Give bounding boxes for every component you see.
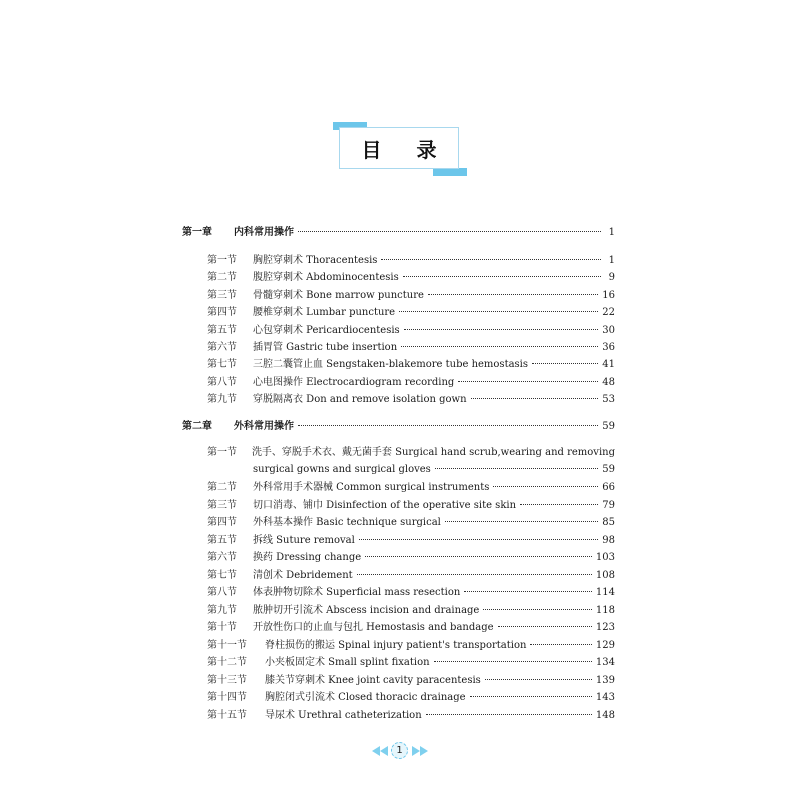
section-entry[interactable] bbox=[207, 446, 615, 460]
section-title: 腰椎穿刺术 Lumbar puncture bbox=[253, 307, 396, 318]
left-arrow-icon bbox=[380, 746, 388, 756]
section-entry-continuation[interactable] bbox=[253, 463, 615, 477]
section-entry[interactable] bbox=[207, 551, 615, 565]
section-number: 第十五节 bbox=[207, 710, 247, 721]
dot-leader bbox=[445, 520, 598, 522]
page-ref: 1 bbox=[608, 255, 615, 266]
dot-leader bbox=[426, 713, 592, 715]
section-entry[interactable] bbox=[207, 586, 615, 600]
section-title: 膝关节穿刺术 Knee joint cavity paracentesis bbox=[265, 675, 481, 686]
dot-leader bbox=[493, 485, 598, 487]
page-ref: 114 bbox=[595, 587, 615, 598]
section-title: surgical gowns and surgical gloves bbox=[253, 464, 431, 475]
page-ref: 36 bbox=[602, 342, 615, 353]
page-ref: 108 bbox=[595, 570, 615, 581]
dot-leader bbox=[428, 293, 598, 295]
section-number: 第二节 bbox=[207, 482, 237, 493]
page-ref: 129 bbox=[595, 640, 615, 651]
section-entry[interactable] bbox=[207, 499, 615, 513]
section-title: 脊柱损伤的搬运 Spinal injury patient's transportation bbox=[265, 640, 527, 651]
dot-leader bbox=[532, 362, 598, 364]
section-entry[interactable] bbox=[207, 516, 615, 530]
section-entry[interactable] bbox=[207, 306, 615, 320]
section-entry[interactable] bbox=[207, 324, 615, 338]
section-title: 体表肿物切除术 Superficial mass resection bbox=[253, 587, 461, 598]
chapter-number: 第二章 bbox=[182, 421, 212, 432]
section-number: 第八节 bbox=[207, 377, 237, 388]
page-ref: 1 bbox=[608, 227, 615, 238]
section-number: 第十节 bbox=[207, 622, 237, 633]
section-number: 第十四节 bbox=[207, 692, 247, 703]
page-ref: 22 bbox=[602, 307, 615, 318]
section-number: 第八节 bbox=[207, 587, 237, 598]
section-title: 骨髓穿刺术 Bone marrow puncture bbox=[253, 290, 424, 301]
section-entry[interactable] bbox=[207, 358, 615, 372]
section-title: 外科常用手术器械 Common surgical instruments bbox=[253, 482, 490, 493]
section-entry[interactable] bbox=[207, 604, 615, 618]
section-title: 小夹板固定术 Small splint fixation bbox=[265, 657, 430, 668]
section-number: 第五节 bbox=[207, 325, 237, 336]
page-ref: 139 bbox=[595, 675, 615, 686]
section-entry[interactable] bbox=[207, 674, 615, 688]
page-ref: 148 bbox=[595, 710, 615, 721]
title-accent-stripe-bottom bbox=[433, 168, 467, 176]
section-number: 第五节 bbox=[207, 535, 237, 546]
section-title: 脓肿切开引流术 Abscess incision and drainage bbox=[253, 605, 480, 616]
section-entry[interactable] bbox=[207, 691, 615, 705]
page-ref: 30 bbox=[602, 325, 615, 336]
section-entry[interactable] bbox=[207, 341, 615, 355]
section-entry[interactable] bbox=[207, 656, 615, 670]
page-ref: 103 bbox=[595, 552, 615, 563]
section-title: 胸腔穿刺术 Thoracentesis bbox=[253, 255, 378, 266]
dot-leader bbox=[530, 643, 592, 645]
page-ref: 134 bbox=[595, 657, 615, 668]
toc-title-badge bbox=[333, 122, 467, 176]
section-entry[interactable] bbox=[207, 569, 615, 583]
dot-leader bbox=[520, 503, 598, 505]
chapter-number: 第一章 bbox=[182, 227, 212, 238]
section-title: 洗手、穿脱手术衣、戴无菌手套 Surgical hand scrub,wearing and removing bbox=[251, 447, 615, 458]
section-entry[interactable] bbox=[207, 289, 615, 303]
section-number: 第十二节 bbox=[207, 657, 247, 668]
page-ref: 66 bbox=[602, 482, 615, 493]
left-arrow-icon bbox=[372, 746, 380, 756]
section-title: 胸腔闭式引流术 Closed thoracic drainage bbox=[265, 692, 466, 703]
section-number: 第三节 bbox=[207, 500, 237, 511]
dot-leader bbox=[357, 573, 592, 575]
page-ref: 41 bbox=[602, 359, 615, 370]
dot-leader bbox=[434, 660, 592, 662]
dot-leader bbox=[403, 275, 601, 277]
page-ref: 123 bbox=[595, 622, 615, 633]
page-ref: 59 bbox=[602, 421, 615, 432]
dot-leader bbox=[401, 345, 598, 347]
dot-leader bbox=[458, 380, 598, 382]
section-title: 外科基本操作 Basic technique surgical bbox=[253, 517, 441, 528]
page-ref: 53 bbox=[602, 394, 615, 405]
section-number: 第三节 bbox=[207, 290, 237, 301]
page-ref: 16 bbox=[602, 290, 615, 301]
page-ref: 9 bbox=[608, 272, 615, 283]
section-title: 换药 Dressing change bbox=[253, 552, 362, 563]
section-title: 拆线 Suture removal bbox=[253, 535, 355, 546]
section-entry[interactable] bbox=[207, 254, 615, 268]
dot-leader bbox=[298, 424, 598, 426]
section-number: 第四节 bbox=[207, 517, 237, 528]
right-arrow-icon bbox=[420, 746, 428, 756]
chapter-entry[interactable] bbox=[182, 226, 615, 240]
dot-leader bbox=[381, 258, 601, 260]
page-ref: 98 bbox=[602, 535, 615, 546]
section-number: 第四节 bbox=[207, 307, 237, 318]
dot-leader bbox=[359, 538, 598, 540]
dot-leader bbox=[485, 678, 592, 680]
section-title: 穿脱隔离衣 Don and remove isolation gown bbox=[253, 394, 467, 405]
section-entry[interactable] bbox=[207, 621, 615, 635]
page-ref: 85 bbox=[602, 517, 615, 528]
section-number: 第二节 bbox=[207, 272, 237, 283]
chapter-title: 外科常用操作 bbox=[234, 421, 294, 432]
section-entry[interactable] bbox=[207, 393, 615, 407]
page-number: 1 bbox=[391, 742, 408, 759]
page-ref: 143 bbox=[595, 692, 615, 703]
page-ref: 79 bbox=[602, 500, 615, 511]
section-title: 切口消毒、铺巾 Disinfection of the operative site skin bbox=[253, 500, 517, 511]
section-number: 第十一节 bbox=[207, 640, 247, 651]
section-title: 插胃管 Gastric tube insertion bbox=[253, 342, 398, 353]
dot-leader bbox=[399, 310, 598, 312]
dot-leader bbox=[483, 608, 592, 610]
page-ref: 118 bbox=[595, 605, 615, 616]
section-number: 第一节 bbox=[207, 255, 237, 266]
section-number: 第一节 bbox=[207, 447, 237, 458]
section-number: 第九节 bbox=[207, 605, 237, 616]
section-title: 导尿术 Urethral catheterization bbox=[265, 710, 422, 721]
section-entry[interactable] bbox=[207, 639, 615, 653]
dot-leader bbox=[435, 467, 598, 469]
dot-leader bbox=[298, 230, 601, 232]
section-number: 第七节 bbox=[207, 570, 237, 581]
page-ref: 48 bbox=[602, 377, 615, 388]
section-number: 第十三节 bbox=[207, 675, 247, 686]
section-number: 第六节 bbox=[207, 552, 237, 563]
page-ref: 59 bbox=[602, 464, 615, 475]
section-number: 第七节 bbox=[207, 359, 237, 370]
dot-leader bbox=[404, 328, 599, 330]
section-title: 心电图操作 Electrocardiogram recording bbox=[253, 377, 455, 388]
dot-leader bbox=[471, 397, 599, 399]
section-entry[interactable] bbox=[207, 481, 615, 495]
section-number: 第六节 bbox=[207, 342, 237, 353]
dot-leader bbox=[498, 625, 592, 627]
section-entry[interactable] bbox=[207, 709, 615, 723]
dot-leader bbox=[470, 695, 592, 697]
section-number: 第九节 bbox=[207, 394, 237, 405]
section-title: 清创术 Debridement bbox=[253, 570, 353, 581]
dot-leader bbox=[365, 555, 592, 557]
section-title: 腹腔穿刺术 Abdominocentesis bbox=[253, 272, 399, 283]
chapter-title: 内科常用操作 bbox=[234, 227, 294, 238]
section-title: 开放性伤口的止血与包扎 Hemostasis and bandage bbox=[253, 622, 494, 633]
page-title: 目 录 bbox=[339, 127, 459, 169]
page-number-badge bbox=[370, 742, 430, 760]
section-title: 三腔二囊管止血 Sengstaken-blakemore tube hemostasis bbox=[253, 359, 529, 370]
right-arrow-icon bbox=[412, 746, 420, 756]
section-entry[interactable] bbox=[207, 534, 615, 548]
section-title: 心包穿刺术 Pericardiocentesis bbox=[253, 325, 400, 336]
chapter-entry[interactable] bbox=[182, 420, 615, 434]
section-entry[interactable] bbox=[207, 271, 615, 285]
dot-leader bbox=[464, 590, 592, 592]
section-entry[interactable] bbox=[207, 376, 615, 390]
